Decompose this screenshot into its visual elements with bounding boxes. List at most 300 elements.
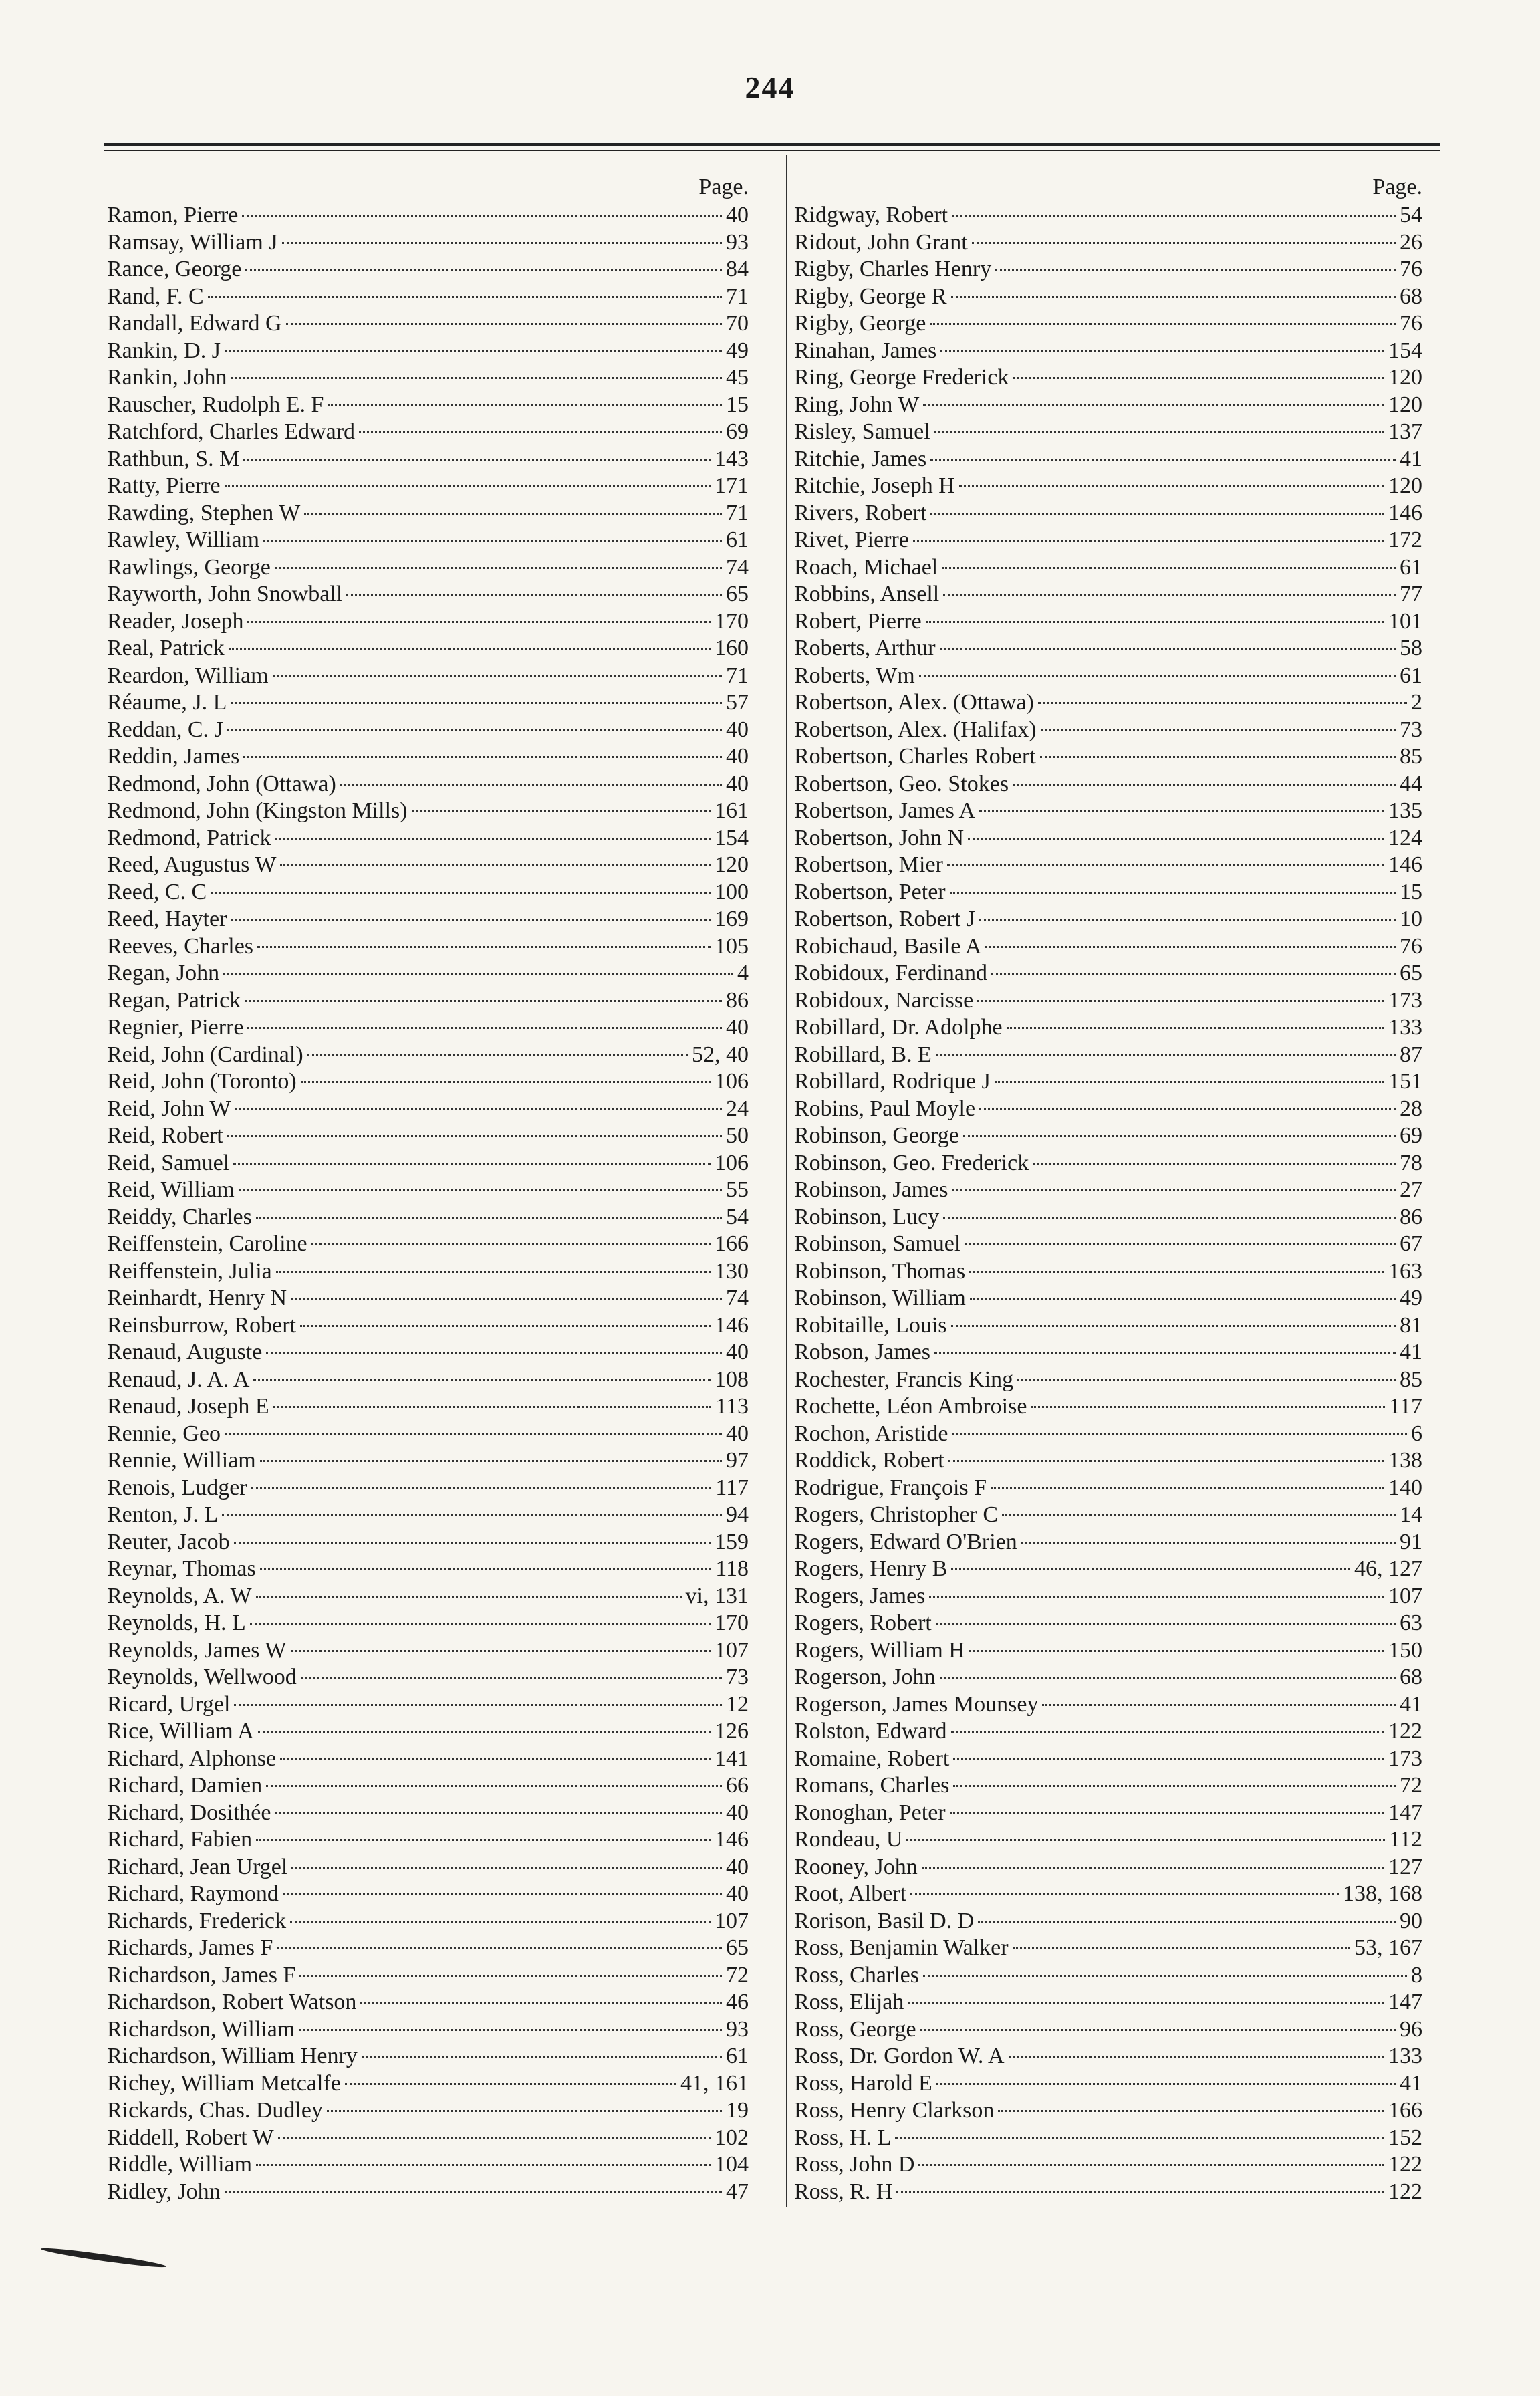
dot-leader	[1021, 1542, 1396, 1544]
index-entry	[794, 364, 1422, 392]
entry-page: 71	[726, 283, 749, 309]
entry-name: Rondeau, U	[794, 1827, 903, 1852]
entry-page: 107	[1388, 1583, 1422, 1608]
entry-name: Robertson, Robert J	[794, 907, 976, 931]
left-column-header: Page.	[698, 174, 749, 199]
index-entry	[794, 256, 1422, 283]
index-entry	[794, 960, 1422, 987]
dot-leader	[1017, 1379, 1396, 1381]
entry-name: Robertson, Geo. Stokes	[794, 771, 1009, 796]
entry-page: 120	[1388, 365, 1422, 390]
entry-page: 85	[1400, 1366, 1422, 1392]
entry-page: 4	[737, 961, 749, 985]
dot-leader	[225, 1433, 722, 1435]
entry-page: 12	[726, 1691, 749, 1717]
entry-name: Rawding, Stephen W	[107, 500, 301, 525]
entry-name: Rauscher, Rudolph E. F	[107, 392, 324, 417]
dot-leader	[243, 756, 722, 758]
index-entry	[107, 1637, 749, 1665]
dot-leader	[934, 431, 1384, 433]
entry-name: Robinson, Samuel	[794, 1231, 961, 1256]
index-entry	[107, 689, 749, 717]
entry-page: 90	[1400, 1908, 1422, 1933]
entry-name: Ridout, John Grant	[794, 229, 968, 255]
dot-leader	[953, 1785, 1396, 1787]
entry-page: 61	[1400, 554, 1422, 580]
dot-leader	[275, 567, 722, 569]
index-entry	[794, 1014, 1422, 1042]
entry-name: Reed, Hayter	[107, 907, 227, 931]
dot-leader	[245, 269, 722, 271]
entry-name: Robinson, Geo. Frederick	[794, 1150, 1029, 1175]
entry-name: Renton, J. L	[107, 1502, 219, 1527]
entry-name: Robinson, Thomas	[794, 1258, 966, 1284]
index-entry	[794, 1935, 1422, 1962]
entry-page: 46	[726, 1990, 749, 2014]
dot-leader	[951, 1325, 1396, 1327]
dot-leader	[266, 1352, 722, 1354]
dot-leader	[247, 621, 711, 623]
entry-page: 28	[1400, 1096, 1422, 1121]
dot-leader	[225, 350, 722, 352]
entry-page: 40	[726, 1340, 749, 1364]
dot-leader	[263, 540, 722, 542]
index-entry	[794, 1177, 1422, 1204]
entry-page: 52, 40	[692, 1042, 749, 1067]
entry-page: 91	[1400, 1529, 1422, 1554]
dot-leader	[239, 1189, 722, 1191]
entry-name: Rinahan, James	[794, 338, 937, 363]
dot-leader	[951, 296, 1396, 298]
entry-page: 40	[726, 744, 749, 769]
dot-leader	[995, 1081, 1384, 1083]
dot-leader	[412, 810, 711, 812]
entry-name: Ross, Charles	[794, 1962, 919, 1988]
dot-leader	[250, 1623, 711, 1625]
dot-leader	[936, 2083, 1396, 2085]
right-entry-list	[794, 202, 1422, 2205]
entry-name: Ross, R. H	[794, 2179, 893, 2204]
index-entry	[794, 1746, 1422, 1773]
entry-name: Robillard, B. E	[794, 1042, 932, 1067]
entry-page: 70	[726, 311, 749, 336]
entry-name: Reddin, James	[107, 744, 240, 769]
index-entry	[794, 1664, 1422, 1691]
entry-page: 10	[1400, 907, 1422, 931]
dot-leader	[299, 1975, 722, 1977]
entry-name: Risley, Samuel	[794, 419, 930, 444]
dot-leader	[963, 1135, 1396, 1137]
dot-leader	[258, 1731, 711, 1733]
entry-page: 19	[726, 2098, 749, 2123]
entry-name: Robinson, George	[794, 1123, 959, 1148]
entry-page: 76	[1400, 933, 1422, 959]
entry-page: 173	[1388, 987, 1422, 1013]
entry-page: 130	[715, 1258, 749, 1284]
entry-page: 122	[1388, 2152, 1422, 2177]
dot-leader	[253, 1379, 711, 1381]
entry-name: Renois, Ludger	[107, 1475, 247, 1500]
entry-name: Robitaille, Louis	[794, 1312, 947, 1338]
dot-leader	[256, 1596, 682, 1598]
entry-page: 41, 161	[680, 2070, 749, 2096]
entry-page: 69	[726, 419, 749, 444]
dot-leader	[923, 404, 1384, 406]
index-entry	[107, 364, 749, 392]
index-entry	[107, 392, 749, 419]
dot-leader	[953, 1758, 1384, 1760]
entry-page: 166	[715, 1231, 749, 1256]
dot-leader	[242, 215, 722, 217]
index-entry	[794, 1285, 1422, 1312]
index-entry	[107, 1366, 749, 1394]
entry-name: Réaume, J. L	[107, 690, 227, 715]
dot-leader	[920, 2029, 1396, 2031]
entry-page: 40	[726, 1854, 749, 1879]
entry-name: Ross, Benjamin Walker	[794, 1935, 1009, 1960]
entry-name: Rathbun, S. M	[107, 446, 240, 471]
entry-name: Rogerson, James Mounsey	[794, 1691, 1039, 1717]
index-entry	[794, 1150, 1422, 1177]
entry-name: Rankin, John	[107, 365, 227, 390]
entry-name: Randall, Edward G	[107, 311, 282, 336]
index-entry	[794, 1339, 1422, 1366]
entry-name: Robinson, William	[794, 1286, 966, 1310]
index-entry	[107, 1772, 749, 1800]
index-entry	[107, 798, 749, 825]
dot-leader	[234, 1542, 711, 1544]
dot-leader	[235, 1108, 722, 1110]
dot-leader	[1040, 756, 1396, 758]
index-entry	[107, 1421, 749, 1448]
entry-name: Ring, George Frederick	[794, 365, 1009, 390]
dot-leader	[222, 1514, 722, 1516]
dot-leader	[231, 919, 711, 921]
dot-leader	[231, 377, 722, 379]
dot-leader	[995, 269, 1396, 271]
dot-leader	[251, 1487, 712, 1489]
dot-leader	[360, 2002, 722, 2004]
entry-page: 76	[1400, 257, 1422, 281]
entry-page: 40	[726, 1800, 749, 1825]
entry-name: Ross, H. L	[794, 2125, 892, 2150]
entry-name: Robson, James	[794, 1340, 930, 1364]
entry-name: Riddell, Robert W	[107, 2125, 274, 2150]
dot-leader	[345, 2083, 676, 2085]
entry-name: Renaud, Joseph E	[107, 1394, 269, 1419]
entry-page: 101	[1388, 608, 1422, 634]
index-entry	[107, 1691, 749, 1719]
entry-name: Richardson, William Henry	[107, 2044, 358, 2068]
dot-leader	[291, 1650, 711, 1652]
entry-name: Robertson, Alex. (Halifax)	[794, 717, 1037, 742]
entry-name: Rennie, William	[107, 1448, 256, 1473]
index-entry	[794, 500, 1422, 527]
index-entry	[107, 2179, 749, 2206]
dot-leader	[940, 1677, 1396, 1679]
dot-leader	[277, 1947, 722, 1949]
index-entry	[794, 2016, 1422, 2044]
dot-leader	[985, 946, 1396, 948]
index-entry	[794, 446, 1422, 473]
entry-name: Reid, Samuel	[107, 1150, 230, 1175]
dot-leader	[948, 1460, 1384, 1462]
dot-leader	[291, 1867, 722, 1869]
entry-page: 14	[1400, 1502, 1422, 1527]
entry-name: Robertson, James A	[794, 798, 976, 823]
index-entry	[794, 689, 1422, 717]
entry-name: Rogers, Henry B	[794, 1556, 948, 1581]
entry-name: Rogers, Robert	[794, 1610, 932, 1635]
entry-page: 120	[1388, 473, 1422, 498]
entry-page: 96	[1400, 2016, 1422, 2042]
index-entry	[794, 798, 1422, 825]
entry-name: Roberts, Arthur	[794, 636, 936, 661]
dot-leader	[301, 1677, 722, 1679]
entry-page: 55	[726, 1177, 749, 1202]
entry-name: Reid, William	[107, 1177, 235, 1202]
index-entry	[107, 1447, 749, 1475]
dot-leader	[923, 1975, 1407, 1977]
entry-name: Regan, Patrick	[107, 987, 241, 1013]
entry-name: Romaine, Robert	[794, 1746, 950, 1771]
index-entry	[107, 229, 749, 257]
entry-name: Ridgway, Robert	[794, 203, 948, 227]
entry-name: Renaud, J. A. A	[107, 1366, 250, 1392]
entry-page: 71	[726, 663, 749, 688]
entry-name: Reynolds, A. W	[107, 1583, 252, 1608]
entry-name: Rivet, Pierre	[794, 527, 909, 552]
entry-name: Rodrigue, François F	[794, 1475, 987, 1500]
column-divider	[786, 155, 787, 2207]
index-entry	[794, 1475, 1422, 1502]
index-entry	[794, 1096, 1422, 1123]
entry-page: 40	[726, 1421, 749, 1446]
entry-name: Richard, Alphonse	[107, 1746, 277, 1771]
entry-name: Ronoghan, Peter	[794, 1800, 946, 1825]
index-entry	[794, 1502, 1422, 1529]
dot-leader	[922, 1867, 1384, 1869]
index-entry	[107, 879, 749, 907]
entry-page: 143	[715, 446, 749, 471]
index-entry	[794, 2043, 1422, 2070]
dot-leader	[940, 350, 1384, 352]
dot-leader	[979, 810, 1384, 812]
dot-leader	[278, 2137, 711, 2139]
entry-name: Ross, Elijah	[794, 1990, 904, 2014]
index-entry	[107, 1800, 749, 1827]
dot-leader	[979, 1108, 1396, 1110]
dot-leader	[929, 1596, 1384, 1598]
entry-name: Redmond, John (Kingston Mills)	[107, 798, 408, 823]
entry-page: 172	[1388, 527, 1422, 552]
dot-leader	[908, 2002, 1384, 2004]
entry-name: Reuter, Jacob	[107, 1529, 230, 1554]
dot-leader	[895, 2137, 1384, 2139]
index-entry	[107, 2151, 749, 2179]
dot-leader	[969, 1271, 1384, 1273]
entry-name: Rogers, Edward O'Brien	[794, 1529, 1017, 1554]
dot-leader	[942, 567, 1396, 569]
dot-leader	[991, 973, 1396, 975]
index-entry	[794, 1042, 1422, 1069]
entry-page: 93	[726, 2016, 749, 2042]
entry-name: Ross, George	[794, 2016, 916, 2042]
dot-leader	[913, 540, 1384, 542]
dot-leader	[299, 2029, 722, 2031]
dot-leader	[362, 2056, 722, 2058]
dot-leader	[282, 242, 723, 244]
dot-leader	[223, 973, 733, 975]
index-entry	[107, 1231, 749, 1258]
index-entry	[794, 392, 1422, 419]
entry-name: Rigby, George R	[794, 283, 947, 309]
index-entry	[794, 906, 1422, 933]
entry-name: Richey, William Metcalfe	[107, 2070, 341, 2096]
index-entry	[107, 1529, 749, 1556]
entry-name: Roach, Michael	[794, 554, 938, 580]
entry-name: Robertson, Peter	[794, 879, 946, 905]
entry-page: 138	[1388, 1448, 1422, 1473]
dot-leader	[260, 1460, 722, 1462]
entry-page: 122	[1388, 1719, 1422, 1744]
index-entry	[794, 2070, 1422, 2098]
entry-name: Richards, Frederick	[107, 1908, 287, 1933]
entry-page: 53, 167	[1354, 1935, 1422, 1960]
dot-leader	[211, 892, 711, 894]
entry-page: 170	[715, 1610, 749, 1635]
dot-leader	[266, 1785, 722, 1787]
entry-page: 160	[715, 636, 749, 661]
index-entry	[794, 743, 1422, 771]
entry-name: Rogers, James	[794, 1583, 926, 1608]
entry-name: Rawlings, George	[107, 554, 271, 580]
index-entry	[107, 1258, 749, 1286]
right-column-header: Page.	[1372, 174, 1422, 199]
entry-page: 41	[1400, 1340, 1422, 1364]
entry-name: Reinsburrow, Robert	[107, 1312, 296, 1338]
entry-page: 173	[1388, 1746, 1422, 1771]
entry-page: 133	[1388, 1015, 1422, 1040]
index-entry	[794, 1854, 1422, 1881]
index-entry	[107, 2043, 749, 2070]
entry-page: 147	[1388, 1800, 1422, 1825]
entry-page: 118	[715, 1556, 749, 1581]
left-column	[107, 172, 749, 2205]
index-entry	[794, 1908, 1422, 1935]
index-entry	[107, 1718, 749, 1746]
entry-name: Reid, John (Toronto)	[107, 1069, 297, 1094]
index-entry	[107, 500, 749, 527]
index-entry	[107, 2125, 749, 2152]
index-entry	[107, 1502, 749, 1529]
entry-page: 146	[715, 1312, 749, 1338]
index-entry	[794, 554, 1422, 582]
index-entry	[107, 527, 749, 554]
index-entry	[794, 1122, 1422, 1150]
dot-leader	[1009, 2056, 1384, 2058]
index-entry	[794, 1421, 1422, 1448]
dot-leader	[1038, 702, 1407, 704]
dot-leader	[311, 1243, 711, 1245]
entry-name: Rochon, Aristide	[794, 1421, 948, 1446]
entry-name: Rennie, Geo	[107, 1421, 221, 1446]
entry-page: 104	[715, 2152, 749, 2177]
entry-name: Robins, Paul Moyle	[794, 1096, 976, 1121]
dot-leader	[233, 1163, 711, 1165]
index-entry	[794, 229, 1422, 257]
dot-leader	[930, 459, 1396, 461]
index-entry	[107, 1908, 749, 1935]
dot-leader	[896, 2191, 1384, 2193]
index-entry	[107, 202, 749, 229]
entry-page: 74	[726, 1286, 749, 1310]
dot-leader	[977, 1000, 1384, 1002]
index-entry	[794, 2179, 1422, 2206]
index-entry	[794, 825, 1422, 852]
index-entry	[107, 1746, 749, 1773]
dot-leader	[243, 459, 711, 461]
entry-page: 107	[715, 1637, 749, 1663]
entry-name: Rogers, Christopher C	[794, 1502, 999, 1527]
entry-name: Rand, F. C	[107, 283, 204, 309]
entry-name: Robbins, Ansell	[794, 582, 940, 606]
entry-name: Reardon, William	[107, 663, 269, 688]
dot-leader	[965, 1243, 1396, 1245]
dot-leader	[1033, 1163, 1396, 1165]
entry-page: 57	[726, 690, 749, 715]
entry-name: Robillard, Dr. Adolphe	[794, 1015, 1003, 1040]
dot-leader	[936, 1054, 1396, 1056]
dot-leader	[1002, 1514, 1396, 1516]
entry-name: Ross, Harold E	[794, 2070, 932, 2096]
entry-name: Romans, Charles	[794, 1773, 950, 1798]
index-entry	[107, 1339, 749, 1366]
entry-page: 108	[715, 1366, 749, 1392]
entry-page: 154	[1388, 338, 1422, 363]
entry-name: Richard, Fabien	[107, 1827, 253, 1852]
index-entry	[107, 554, 749, 582]
entry-page: 124	[1388, 825, 1422, 850]
entry-page: 45	[726, 365, 749, 390]
entry-page: 147	[1388, 1990, 1422, 2014]
index-entry	[794, 2125, 1422, 2152]
entry-page: 40	[726, 1015, 749, 1040]
entry-name: Reed, Augustus W	[107, 852, 277, 877]
entry-name: Robertson, Charles Robert	[794, 744, 1036, 769]
index-entry	[794, 1718, 1422, 1746]
index-entry	[107, 1177, 749, 1204]
dot-leader	[283, 1893, 722, 1895]
entry-page: vi, 131	[685, 1583, 749, 1608]
entry-page: 107	[715, 1908, 749, 1933]
dot-leader	[225, 485, 711, 487]
index-entry	[107, 1989, 749, 2016]
entry-name: Richard, Damien	[107, 1773, 263, 1798]
entry-page: 46, 127	[1354, 1556, 1422, 1581]
entry-page: 68	[1400, 1665, 1422, 1689]
entry-name: Rochette, Léon Ambroise	[794, 1394, 1027, 1419]
entry-page: 117	[1389, 1394, 1422, 1419]
entry-name: Reid, John (Cardinal)	[107, 1042, 303, 1067]
entry-name: Reed, C. C	[107, 879, 207, 905]
entry-name: Rogerson, John	[794, 1665, 936, 1689]
dot-leader	[301, 1081, 711, 1083]
entry-page: 72	[726, 1962, 749, 1988]
entry-page: 86	[726, 987, 749, 1013]
dot-leader	[234, 1704, 722, 1706]
entry-page: 15	[726, 392, 749, 417]
